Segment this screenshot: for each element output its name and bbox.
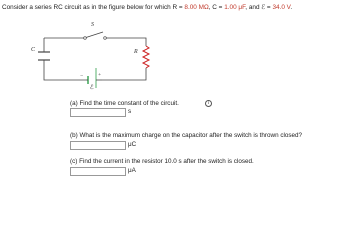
resistance-value: 8.00 MΩ — [184, 4, 209, 11]
switch-lever — [86, 32, 103, 38]
part-c-unit: μA — [128, 167, 136, 174]
switch-contact-left — [84, 37, 87, 40]
capacitance-label: , C = — [208, 4, 225, 11]
info-icon[interactable]: i — [205, 100, 212, 107]
battery-label: ℰ — [90, 85, 94, 91]
part-c-question: (c) Find the current in the resistor 10.0 s after the switch is closed. — [70, 158, 254, 165]
capacitance-value: 1.00 μF — [224, 4, 246, 11]
rc-circuit-diagram — [28, 18, 168, 90]
circuit-svg — [28, 18, 168, 90]
part-a-question: (a) Find the time constant of the circuit. — [70, 100, 179, 107]
capacitor-label: C — [31, 47, 36, 53]
part-b-question: (b) What is the maximum charge on the capacitor after the switch is thrown closed? — [70, 132, 303, 139]
battery-minus-label: − — [80, 73, 84, 79]
part-b-unit: μC — [128, 141, 137, 148]
switch-label: S — [91, 22, 94, 28]
part-b-answer-input[interactable] — [70, 141, 126, 150]
part-a-answer-input[interactable] — [70, 108, 126, 117]
resistor-label: R — [134, 49, 138, 55]
resistor — [143, 46, 149, 68]
emf-value: 34.0 V — [272, 4, 291, 11]
emf-label: , and ℰ = — [245, 4, 273, 11]
top-wire-right — [106, 38, 146, 46]
part-a-unit: s — [128, 108, 132, 115]
part-c-answer-input[interactable] — [70, 167, 126, 176]
switch-contact-right — [104, 37, 107, 40]
problem-prefix: Consider a series RC circuit as in the figure below for which — [2, 4, 171, 11]
resistance-label: R = — [172, 4, 185, 11]
battery-plus-label: + — [98, 72, 102, 78]
right-wire — [102, 68, 146, 80]
problem-statement — [2, 3, 292, 11]
problem-suffix: . — [290, 4, 293, 11]
